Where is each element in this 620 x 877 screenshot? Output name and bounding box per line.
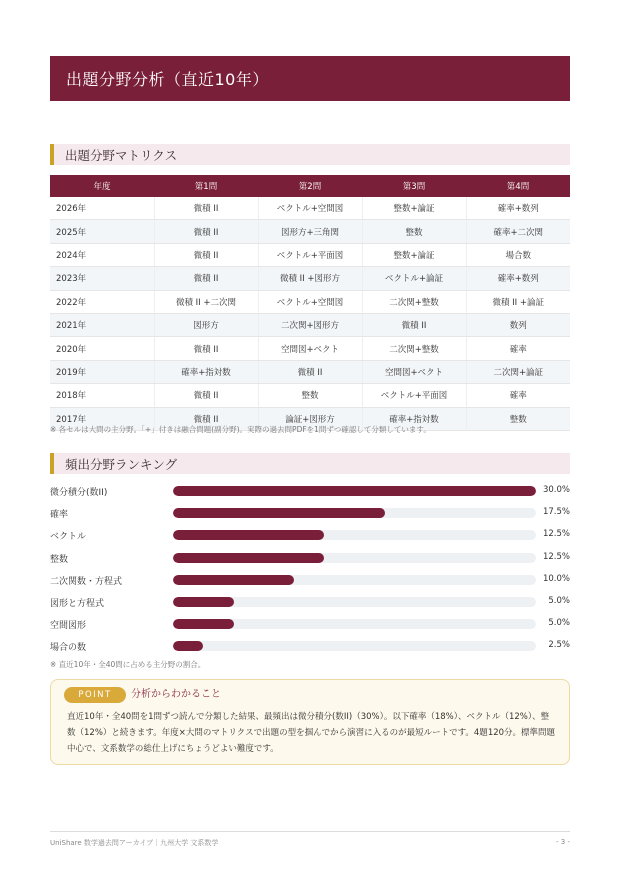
matrix-topic-cell: ベクトル+論証 [362, 267, 466, 290]
matrix-topic-cell: 微積 II [154, 220, 258, 243]
matrix-topic-cell: 微積 II [154, 197, 258, 220]
ranking-label: 確率 [50, 510, 69, 521]
matrix-topic-cell: 論証+図形方 [258, 407, 362, 430]
ranking-section-heading [50, 453, 570, 474]
ranking-bar-track [173, 619, 536, 629]
matrix-row [50, 313, 570, 336]
ranking-bar-track [173, 641, 536, 651]
ranking-label: 整数 [50, 554, 69, 565]
matrix-topic-cell: 場合数 [466, 243, 570, 266]
matrix-topic-cell: 確率 [466, 337, 570, 360]
matrix-topic-cell: 図形方+三角関 [258, 220, 362, 243]
ranking-bar-track [173, 530, 536, 540]
matrix-year-cell: 2017年 [50, 407, 154, 430]
matrix-topic-cell: ベクトル+平面図 [362, 384, 466, 407]
ranking-bar-fill [173, 530, 324, 540]
point-callout [50, 679, 570, 765]
matrix-year-cell: 2022年 [50, 290, 154, 313]
matrix-year-cell: 2018年 [50, 384, 154, 407]
ranking-value: 10.0% [542, 573, 570, 584]
matrix-topic-cell: 整数 [258, 384, 362, 407]
matrix-topic-cell: 微積 II [362, 313, 466, 336]
matrix-topic-cell: 整数 [466, 407, 570, 430]
matrix-topic-cell: 微積 II [154, 407, 258, 430]
matrix-col-header: 第2問 [258, 175, 362, 197]
matrix-topic-cell: 微積 II [154, 267, 258, 290]
matrix-topic-cell: 確率 [466, 384, 570, 407]
matrix-year-cell: 2023年 [50, 267, 154, 290]
ranking-value: 5.0% [548, 596, 570, 606]
ranking-bar-track [173, 575, 536, 585]
matrix-year-cell: 2020年 [50, 337, 154, 360]
ranking-heading-text: 頻出分野ランキング [65, 456, 178, 472]
matrix-topic-cell: 微積 II [154, 337, 258, 360]
ranking-row [50, 613, 570, 635]
matrix-topic-cell: 整数+論証 [362, 243, 466, 266]
ranking-label: 場合の数 [50, 643, 87, 654]
matrix-footnote: ※ 各セルは大問の主分野。「+」付きは融合問題(副分野)。実際の過去問PDFを1問ずつ確認して分類しています。 [50, 425, 431, 434]
matrix-topic-cell: ベクトル+平面図 [258, 243, 362, 266]
ranking-bar-track [173, 486, 536, 496]
ranking-value: 12.5% [542, 529, 570, 540]
matrix-year-cell: 2024年 [50, 243, 154, 266]
matrix-topic-cell: 確率+指対数 [154, 360, 258, 383]
matrix-row [50, 290, 570, 313]
page-title: 出題分野分析（直近10年） [66, 70, 269, 89]
matrix-topic-cell: 整数 [362, 220, 466, 243]
footer-divider [50, 831, 570, 832]
ranking-bar-fill [173, 553, 324, 563]
ranking-label: ベクトル [50, 532, 87, 543]
point-badge: POINT [64, 687, 126, 703]
ranking-footnote: ※ 直近10年・全40問に占める主分野の割合。 [50, 660, 206, 669]
ranking-row [50, 480, 570, 502]
matrix-col-header: 第3問 [362, 175, 466, 197]
ranking-label: 空間図形 [50, 621, 87, 632]
matrix-topic-cell: 二次関+整数 [362, 337, 466, 360]
matrix-year-cell: 2025年 [50, 220, 154, 243]
matrix-year-cell: 2026年 [50, 197, 154, 220]
matrix-col-header: 第1問 [154, 175, 258, 197]
matrix-heading-text: 出題分野マトリクス [65, 147, 178, 163]
ranking-bar-fill [173, 619, 234, 629]
ranking-bar-fill [173, 508, 385, 518]
ranking-label: 図形と方程式 [50, 599, 105, 609]
matrix-row [50, 243, 570, 266]
matrix-topic-cell: 微積 II [154, 384, 258, 407]
matrix-row [50, 360, 570, 383]
matrix-topic-cell: 微積 II +図形方 [258, 267, 362, 290]
matrix-topic-cell: 図形方 [154, 313, 258, 336]
matrix-topic-cell: 二次関+論証 [466, 360, 570, 383]
matrix-topic-cell: 微積 II [154, 243, 258, 266]
matrix-topic-cell: 微積 II [258, 360, 362, 383]
ranking-row [50, 502, 570, 524]
matrix-topic-cell: ベクトル+空間図 [258, 290, 362, 313]
ranking-bar-fill [173, 575, 294, 585]
matrix-topic-cell: 数列 [466, 313, 570, 336]
footer-source: UniShare 数学過去問アーカイブ｜九州大学 文系数学 [50, 839, 219, 847]
ranking-row [50, 635, 570, 657]
ranking-value: 5.0% [548, 618, 570, 629]
ranking-label: 微分積分(数II) [50, 488, 108, 498]
ranking-value: 2.5% [548, 640, 570, 651]
page-number: - 3 - [556, 838, 570, 846]
matrix-topic-cell: 二次関+図形方 [258, 313, 362, 336]
ranking-bar-track [173, 597, 536, 607]
matrix-topic-cell: ベクトル+空間図 [258, 197, 362, 220]
page-title-banner [50, 56, 570, 101]
ranking-bar-fill [173, 486, 536, 496]
matrix-year-cell: 2021年 [50, 313, 154, 336]
matrix-topic-cell: 確率+指対数 [362, 407, 466, 430]
ranking-bar-track [173, 553, 536, 563]
matrix-topic-cell: 確率+数列 [466, 267, 570, 290]
ranking-row [50, 569, 570, 591]
point-title: 分析からわかること [131, 689, 221, 700]
matrix-col-header: 第4問 [466, 175, 570, 197]
matrix-row [50, 337, 570, 360]
ranking-value: 12.5% [542, 551, 570, 562]
ranking-label: 二次関数・方程式 [50, 576, 123, 587]
matrix-topic-cell: 空間図+ベクト [258, 337, 362, 360]
matrix-topic-cell: 空間図+ベクト [362, 360, 466, 383]
matrix-year-cell: 2019年 [50, 360, 154, 383]
matrix-topic-cell: 整数+論証 [362, 197, 466, 220]
matrix-col-header: 年度 [50, 175, 154, 197]
ranking-row [50, 547, 570, 569]
matrix-body [50, 197, 570, 430]
matrix-row [50, 197, 570, 220]
matrix-topic-cell: 微積 II +論証 [466, 290, 570, 313]
matrix-topic-cell: 確率+二次関 [466, 220, 570, 243]
topic-matrix-table [50, 175, 570, 431]
ranking-row [50, 524, 570, 546]
ranking-row [50, 591, 570, 613]
matrix-topic-cell: 確率+数列 [466, 197, 570, 220]
ranking-value: 17.5% [542, 507, 570, 518]
matrix-topic-cell: 微積 II +二次関 [154, 290, 258, 313]
matrix-row [50, 220, 570, 243]
ranking-bar-fill [173, 641, 203, 651]
ranking-value: 30.0% [542, 485, 570, 495]
ranking-bar-fill [173, 597, 234, 607]
ranking-bar-track [173, 508, 536, 518]
matrix-row [50, 384, 570, 407]
matrix-row [50, 267, 570, 290]
matrix-section-heading [50, 144, 570, 165]
matrix-topic-cell: 二次関+整数 [362, 290, 466, 313]
point-body-text: 直近10年・全40問を1問ずつ読んで分類した結果、最頻出は微分積分(数II)（30%）。以下確率（18%）、ベクトル（12%）、整数（12%）と続きます。年度×大問のマトリクスで出題の型を掴んでから演習に入るのが最短ルートです。4題120分。標準問題中心で、文系数学の総仕上げにちょうどよい難度です。 [67, 712, 556, 754]
matrix-header-row [50, 175, 570, 197]
